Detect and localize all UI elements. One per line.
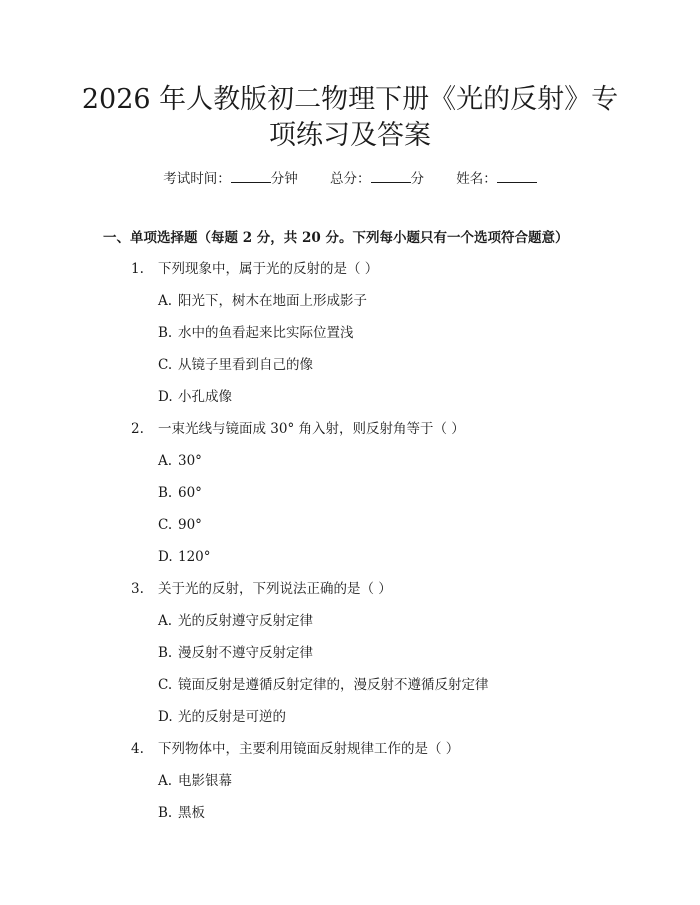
option-text: 光的反射遵守反射定律	[178, 613, 313, 629]
exam-score	[330, 168, 424, 189]
option-text: 光的反射是可逆的	[178, 709, 286, 725]
option-text: 从镜子里看到自己的像	[178, 357, 313, 373]
exam-name-label: 姓名：	[456, 171, 497, 187]
option-letter: B.	[158, 805, 173, 821]
question-number: 1.	[131, 261, 144, 277]
option-letter: A.	[158, 293, 173, 309]
question-number: 3.	[131, 581, 144, 597]
option-letter: D.	[158, 549, 173, 565]
option-letter: A.	[158, 773, 173, 789]
question-text: 下列物体中，主要利用镜面反射规律工作的是（ ）	[158, 741, 460, 757]
option-text: 120°	[178, 549, 211, 565]
exam-time-label: 考试时间：	[163, 171, 231, 187]
option-text: 漫反射不遵守反射定律	[178, 645, 313, 661]
option-letter: A.	[158, 453, 173, 469]
exam-info	[0, 168, 700, 189]
question-text: 关于光的反射，下列说法正确的是（ ）	[158, 581, 392, 597]
option-letter: C.	[158, 517, 173, 533]
question-number: 2.	[131, 421, 144, 437]
option-text: 30°	[178, 453, 202, 469]
document-title-line2: 项练习及答案	[269, 120, 431, 151]
question-text: 一束光线与镜面成 30° 角入射，则反射角等于（ ）	[158, 421, 465, 437]
option-letter: A.	[158, 613, 173, 629]
section-heading: 一、单项选择题（每题 2 分，共 20 分。下列每小题只有一个选项符合题意）	[103, 230, 569, 246]
option-text: 电影银幕	[178, 773, 232, 789]
document-title-line1: 2026 年人教版初二物理下册《光的反射》专	[81, 84, 619, 115]
option-letter: D.	[158, 389, 173, 405]
exam-name	[456, 168, 537, 189]
option-text: 镜面反射是遵循反射定律的，漫反射不遵循反射定律	[178, 677, 489, 693]
option-text: 小孔成像	[178, 389, 232, 405]
option-text: 阳光下，树木在地面上形成影子	[178, 293, 367, 309]
exam-name-blank	[497, 168, 537, 183]
option-text: 60°	[178, 485, 202, 501]
option-text: 黑板	[178, 805, 205, 821]
exam-score-blank	[371, 168, 411, 183]
option-text: 水中的鱼看起来比实际位置浅	[178, 325, 354, 341]
exam-score-label: 总分：	[330, 171, 371, 187]
exam-score-unit: 分	[410, 171, 424, 187]
option-letter: B.	[158, 325, 173, 341]
question-text: 下列现象中，属于光的反射的是（ ）	[158, 261, 379, 277]
option-letter: B.	[158, 645, 173, 661]
option-text: 90°	[178, 517, 202, 533]
option-letter: C.	[158, 677, 173, 693]
exam-time-unit: 分钟	[270, 171, 298, 187]
option-letter: B.	[158, 485, 173, 501]
option-letter: D.	[158, 709, 173, 725]
option-letter: C.	[158, 357, 173, 373]
question-number: 4.	[131, 741, 144, 757]
exam-time	[163, 168, 298, 189]
exam-time-blank	[231, 168, 271, 183]
